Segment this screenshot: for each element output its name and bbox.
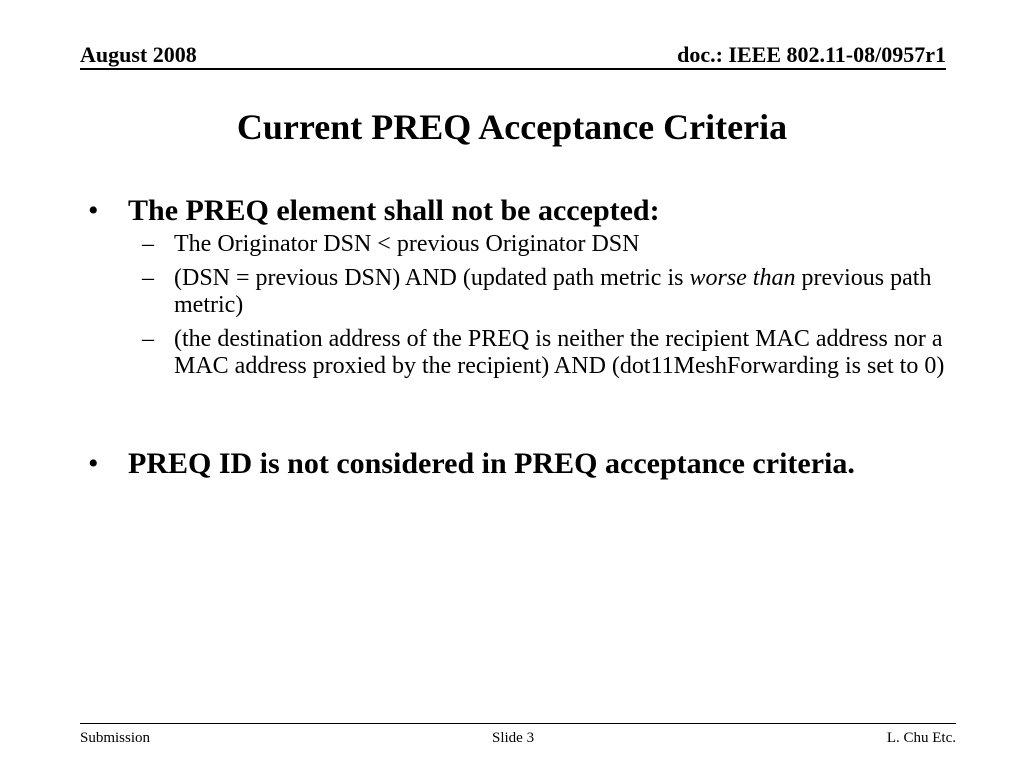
- bullet-icon: •: [88, 194, 99, 227]
- footer-author: L. Chu Etc.: [886, 730, 956, 746]
- dash-icon: –: [142, 265, 154, 291]
- footer-rule: [80, 723, 956, 725]
- footer-submission: Submission: [80, 730, 151, 746]
- slide-title: Current PREQ Acceptance Criteria: [236, 107, 788, 147]
- slide-header: [80, 42, 946, 70]
- bullet-text: The PREQ element shall not be accepted:: [128, 194, 660, 227]
- sub-bullet-item: [88, 326, 948, 380]
- spacer: [88, 387, 948, 447]
- bullet-icon: •: [88, 447, 99, 480]
- slide-body: [88, 194, 948, 480]
- bullet-text: PREQ ID is not considered in PREQ acceptance criteria.: [128, 447, 855, 480]
- header-doc-id: doc.: IEEE 802.11-08/0957r1: [677, 42, 946, 67]
- footer-slide-number: Slide 3: [492, 730, 535, 746]
- sub-bullet-item: [88, 265, 948, 319]
- sub-bullet-list: [88, 231, 948, 380]
- sub-bullet-text: (DSN = previous DSN) AND (updated path metric is: [174, 265, 690, 291]
- dash-icon: –: [142, 231, 154, 257]
- sub-bullet-text: (the destination address of the PREQ is neither the recipient MAC address nor a MAC address proxied by the recipient) AND (dot11MeshForwarding is set to 0): [174, 326, 945, 379]
- sub-bullet-text: previous path metric): [174, 265, 932, 318]
- bullet-item: [88, 447, 948, 480]
- bullet-item: [88, 194, 948, 227]
- sub-bullet-item: [88, 231, 948, 258]
- sub-bullet-text: The Originator DSN < previous Originator DSN: [174, 231, 640, 257]
- dash-icon: –: [142, 326, 154, 352]
- header-date: August 2008: [80, 42, 197, 67]
- emphasis-text: worse than: [689, 265, 796, 291]
